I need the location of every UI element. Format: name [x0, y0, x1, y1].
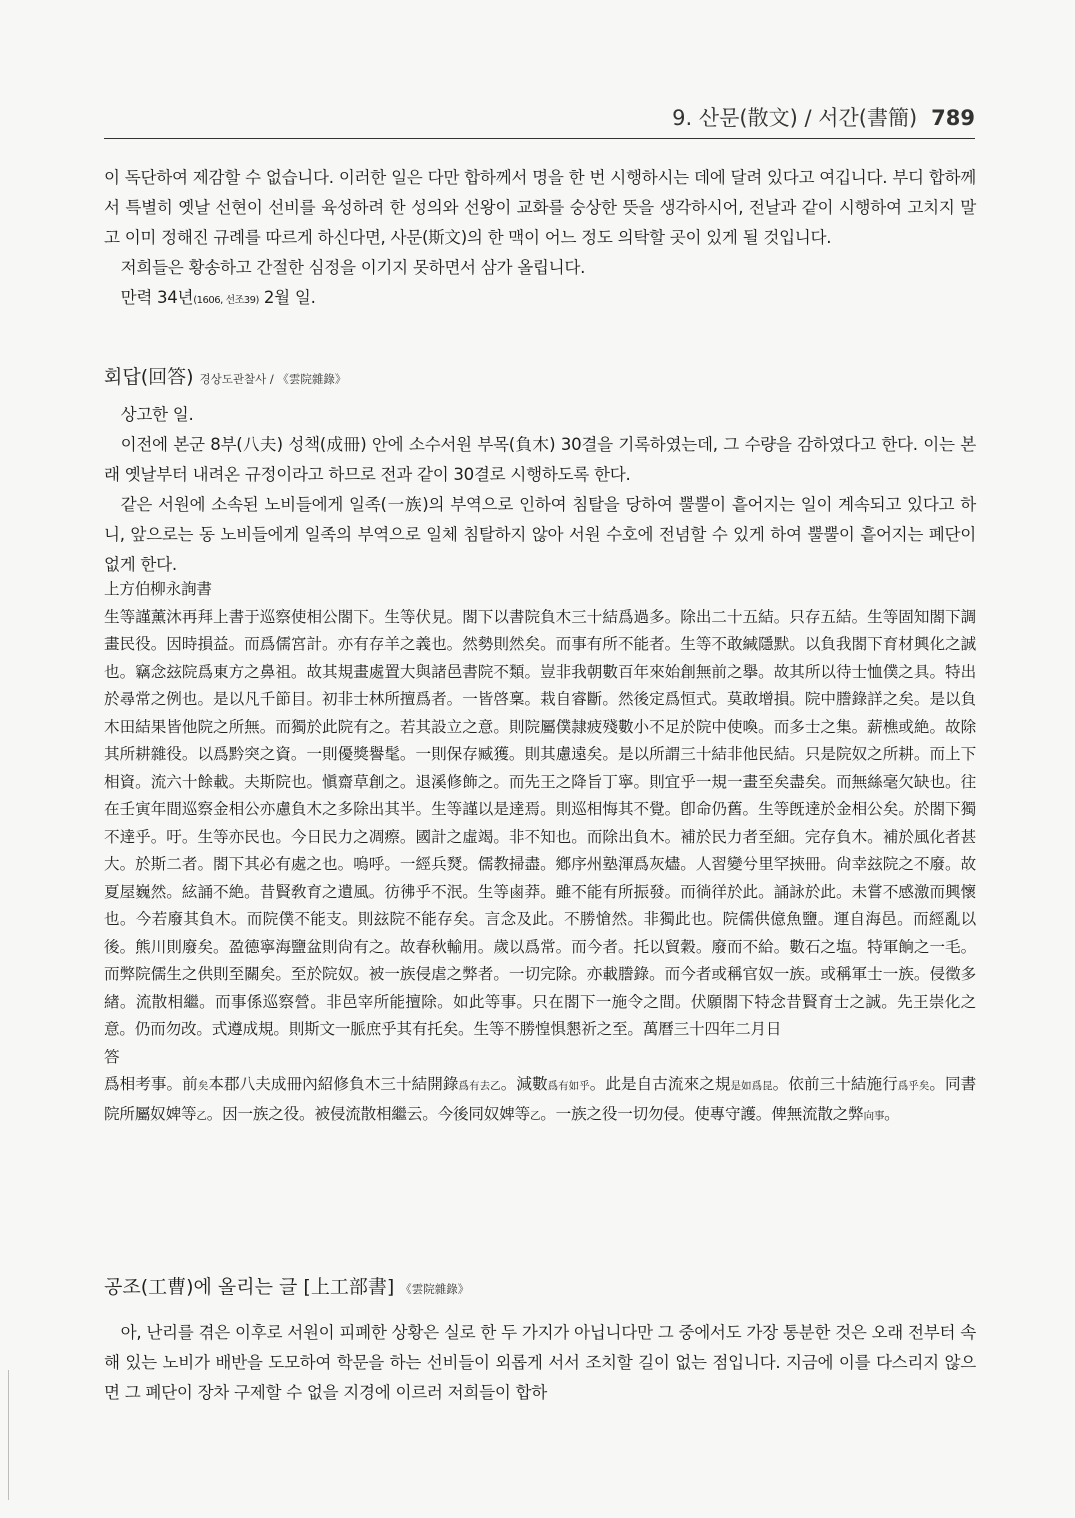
- paragraph: 상고한 일.: [120, 405, 194, 424]
- answer-label: 答: [104, 1047, 120, 1066]
- paragraph: 아, 난리를 겪은 이후로 서원이 피폐한 상황은 실로 한 두 가지가 아닙니다만 그 중에서도 가장 통분한 것은 오래 전부터 속해 있는 노비가 배반을 도모하여 학문을 하는 선비들이 외롭게 서서 조치할 길이 없는 점입니다. 지금에 이를 다스리지 않으면 그 폐단이 장차 구제할 수 없을 지경에 이르러 저희들이 합하: [104, 1323, 976, 1402]
- heading-source: 《雲院雜錄》: [400, 1282, 470, 1296]
- paragraph: 저희들은 황송하고 간절한 심정을 이기지 못하면서 삼가 올립니다.: [120, 258, 586, 277]
- section-title: 9. 산문(散文) / 서간(書簡): [672, 106, 918, 130]
- header-text: [672, 102, 975, 132]
- section1-korean: [104, 163, 976, 316]
- hanmun-letter: 生等謹薰沐再拜上書于巡察使相公閤下。生等伏見。閤下以書院負木三十結爲過多。除出二十五結。只存五結。生等固知閤下調畫民役。因時損益。而爲儒宮計。亦有存羊之義也。然勢則然矣。而事有所不能者。生等不敢緘隱默。以負我閤下育材興化之誠也。竊念玆院爲東方之鼻祖。故其規畫處置大與諸邑書院不類。豈非我朝數百年來始創無前之擧。故其所以待士恤僕之具。特出於尋常之例也。是以凡千節目。初非士林所擅爲者。一皆啓稟。栽自睿斷。然後定爲恒式。莫敢增損。院中謄錄詳之矣。是以負木田結果皆他院之所無。而獨於此院有之。若其設立之意。則院屬僕隷疲殘數小不足於院中使喚。而多士之集。薪樵或絶。故除其所耕雜役。以爲黔突之資。一則優獎譽髦。一則保存臧獲。則其慮遠矣。是以所謂三十結非他民結。只是院奴之所耕。而上下相資。流六十餘載。夫斯院也。愼齋草創之。退溪修飾之。而先王之降旨丁寧。則宜乎一規一畫至矣盡矣。而無絲毫欠缺也。往在壬寅年間巡察金相公亦慮負木之多除出其半。生等謹以是達焉。則巡相悔其不覺。卽命仍舊。生等旣達於金相公矣。於閤下獨不達乎。吁。生等亦民也。今日民力之凋瘵。國計之虛竭。非不知也。而除出負木。補於民力者至細。完存負木。補於風化者甚大。於斯二者。閤下其必有處之也。嗚呼。一經兵燹。儒教掃盡。鄕序州塾渾爲灰燼。人習變兮里罕挾冊。尙幸玆院之不廢。故夏屋巍然。絃誦不絶。昔賢敎育之遺風。彷彿乎不泯。生等鹵莽。雖不能有所振發。而徜徉於此。誦詠於此。未嘗不感激而興懷也。今若廢其負木。而院僕不能支。則玆院不能存矣。言念及此。不勝愴然。非獨此也。院儒供億魚鹽。運自海邑。而經亂以後。熊川則廢矣。盈德寧海鹽盆則尙有之。故春秋輸用。歲以爲常。而今者。托以貿穀。廢而不給。數石之塩。特軍餉之一毛。而弊院儒生之供則至關矣。至於院奴。被一族侵虐之弊者。一切完除。亦載謄錄。而今者或稱官奴一族。或稱軍士一族。侵徵多緖。流散相繼。而事係巡察營。非邑宰所能擅除。如此等事。只在閤下一施令之間。伏願閤下特念昔賢育士之誠。先王崇化之意。仍而勿改。式遵成規。則斯文一脈庶乎其有托矣。生等不勝惶惧懇祈之至。萬曆三十四年二月日: [104, 607, 976, 1038]
- heading-title: 공조(工曹)에 올리는 글 [上工部書]: [104, 1276, 395, 1298]
- hanmun-answer: 爲相考事。前矣本郡八夫成冊內紹修負木三十結開錄爲有去乙。減數爲有如乎。此是自古流來之規是如爲昆。依前三十結施行爲乎矣。同書院所屬奴婢等乙。因一族之役。被侵流散相繼云。今後同奴婢等乙。一族之役一切勿侵。使專守護。俾無流散之弊向事。: [104, 1075, 977, 1123]
- hanmun-original: [104, 576, 976, 1130]
- paragraph: 이 독단하여 제감할 수 없습니다. 이러한 일은 다만 합하께서 명을 한 번 시행하시는 데에 달려 있다고 여깁니다. 부디 합하께서 특별히 옛날 선현이 선비를 육성하려 한 성의와 선왕이 교화를 숭상한 뜻을 생각하시어, 전날과 같이 시행하여 고치지 말고 이미 정해진 규례를 따르게 하신다면, 사문(斯文)의 한 맥이 어느 정도 의탁할 곳이 있게 될 것입니다.: [104, 168, 976, 247]
- date-line: 만력 34년(1606, 선조39) 2월 일.: [120, 288, 316, 307]
- paragraph: 이전에 본군 8부(八夫) 성책(成冊) 안에 소수서원 부목(負木) 30결을 기록하였는데, 그 수량을 감하였다고 한다. 이는 본래 옛날부터 내려온 규정이라고 하므로 전과 같이 30결로 시행하도록 한다.: [104, 435, 976, 484]
- scan-edge-line: [8, 1370, 9, 1500]
- section3-heading: [104, 1272, 976, 1299]
- reply-korean: [104, 400, 976, 580]
- section3-korean: [104, 1318, 976, 1408]
- running-header: [104, 100, 975, 139]
- heading-source: 경상도관찰사 / 《雲院雜錄》: [199, 372, 347, 386]
- heading-title: 회답(回答): [104, 366, 194, 388]
- paragraph: 같은 서원에 소속된 노비들에게 일족(一族)의 부역으로 인하여 침탈을 당하여 뿔뿔이 흩어지는 일이 계속되고 있다고 하니, 앞으로는 동 노비들에게 일족의 부역으로 일체 침탈하지 않아 서원 수호에 전념할 수 있게 하여 뿔뿔이 흩어지는 폐단이 없게 한다.: [104, 495, 976, 574]
- hanmun-title: 上方伯柳永詢書: [104, 580, 212, 598]
- page-number: 789: [931, 106, 975, 130]
- reply-heading: [104, 362, 976, 389]
